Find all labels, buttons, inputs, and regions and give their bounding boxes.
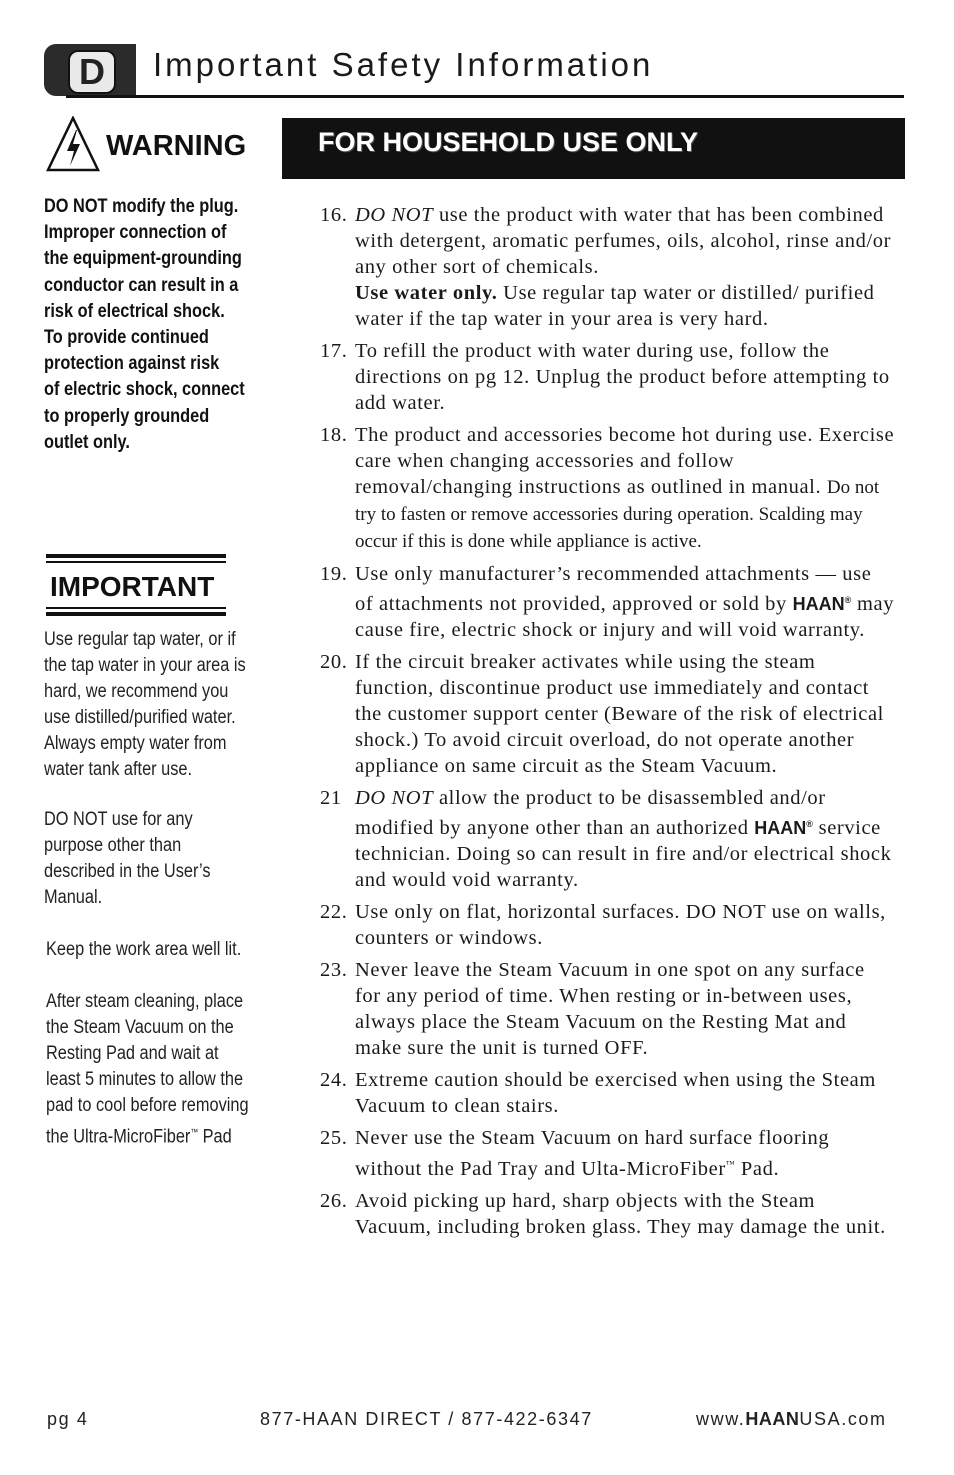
important-line: use distilled/purified water. — [44, 707, 236, 728]
item-number: 20. — [320, 651, 348, 673]
item-number: 19. — [320, 563, 348, 585]
important-paragraph-water — [44, 627, 269, 783]
registered-symbol: ® — [844, 595, 852, 605]
warning-text — [44, 194, 269, 456]
important-paragraph-cooling — [46, 989, 271, 1150]
important-line — [46, 1119, 271, 1150]
important-line: Resting Pad and wait at — [46, 1043, 219, 1064]
warning-line: the equipment-grounding — [44, 248, 242, 270]
warning-line: outlet only. — [44, 431, 130, 453]
item-number: 24. — [320, 1069, 348, 1091]
warning-line: To provide continued — [44, 327, 209, 349]
item-text: Extreme caution should be exercised when using the Steam Vacuum to clean stairs. — [355, 1069, 876, 1117]
important-line: Manual. — [44, 887, 103, 908]
important-line: least 5 minutes to allow the — [46, 1069, 244, 1090]
important-paragraph-lighting — [46, 937, 271, 963]
important-rule-top — [46, 554, 226, 558]
item-number: 22. — [320, 901, 348, 923]
important-line: the tap water in your area is — [44, 655, 246, 676]
list-item — [320, 1125, 895, 1182]
list-item — [320, 338, 895, 416]
item-text: Avoid picking up hard, sharp objects with the Steam Vacuum, including broken glass. They may damage the unit. — [355, 1189, 886, 1238]
item-text: If the circuit breaker activates while using the steam function, discontinue product use immediately and contact the customer support center (Beware of the risk of electrical shock.) To avoid circuit overload, do not operate another appliance on same circuit as the Steam Vacuum. — [355, 651, 884, 777]
section-heading: FOR HOUSEHOLD USE ONLY — [318, 127, 699, 157]
important-line: purpose other than — [44, 835, 182, 856]
list-item — [320, 422, 895, 555]
item-number: 23. — [320, 959, 348, 981]
list-item — [320, 561, 895, 643]
item-number: 26. — [320, 1189, 348, 1212]
item-text: The product and accessories become hot during use. Exercise care when changing accessories and follow removal/changing instructions as outlined in manual. — [355, 424, 895, 498]
list-item — [320, 957, 895, 1061]
important-line: hard, we recommend you — [44, 681, 229, 702]
section-tab — [44, 44, 136, 96]
important-line: After steam cleaning, place — [46, 991, 244, 1012]
item-text: Use regular tap water or distilled/ purified water if the tap water in your area is very hard. — [355, 282, 875, 330]
item-text: Never leave the Steam Vacuum in one spot on any surface for any period of time. When resting or in-between uses, always place the Steam Vacuum on the Resting Mat and make sure the unit is turned OFF. — [355, 959, 865, 1059]
item-number: 18. — [320, 424, 348, 446]
important-line: water tank after use. — [44, 759, 193, 780]
item-text: may cause fire, electric shock or injury and will void warranty. — [355, 593, 895, 641]
footer-website — [696, 1409, 887, 1430]
emphasis-text: DO NOT — [355, 204, 434, 226]
list-item — [320, 1067, 895, 1119]
trademark-symbol: ™ — [725, 1159, 736, 1169]
list-item — [320, 649, 895, 779]
warning-line: of electric shock, connect — [44, 379, 245, 401]
registered-symbol: ® — [806, 819, 813, 829]
warning-line: conductor can result in a — [44, 274, 239, 296]
footer-phone: 877-HAAN DIRECT / 877-422-6347 — [260, 1409, 593, 1429]
important-line: described in the User’s — [44, 861, 211, 882]
warning-line: protection against risk — [44, 353, 220, 375]
item-text: use the product with water that has been combined with detergent, aromatic perfumes, oils, alcohol, rinse and/or any other sort of chemicals. — [355, 204, 892, 278]
strong-text: Use water only. — [355, 282, 498, 304]
electrical-warning-icon — [46, 116, 100, 172]
item-text: Use only on flat, horizontal surfaces. DO NOT use on walls, counters or windows. — [355, 901, 886, 949]
item-text: To refill the product with water during use, follow the directions on pg 12. Unplug the product before attempting to add water. — [355, 340, 890, 414]
important-line: Use regular tap water, or if — [44, 629, 236, 650]
website-prefix: www. — [696, 1409, 746, 1429]
page-title: Important Safety Information — [153, 46, 654, 83]
warning-line: Improper connection of — [44, 222, 227, 244]
item-number: 16. — [320, 204, 348, 226]
page-number: pg 4 — [47, 1409, 89, 1429]
warning-title: WARNING — [106, 130, 247, 162]
section-letter: D — [68, 50, 116, 94]
list-item — [320, 785, 895, 893]
warning-line: to properly grounded — [44, 405, 210, 427]
important-text: the Ultra-MicroFiber — [46, 1126, 191, 1148]
important-line: DO NOT use for any — [44, 809, 193, 830]
important-paragraph-purpose — [44, 807, 269, 911]
brand-text: HAAN — [792, 594, 845, 614]
important-text: Pad — [198, 1126, 232, 1148]
important-line: Keep the work area well lit. — [46, 939, 242, 960]
item-text: Pad. — [735, 1157, 780, 1180]
important-line: pad to cool before removing — [46, 1095, 249, 1116]
trademark-symbol: ™ — [190, 1127, 199, 1137]
important-rule-top-thin — [46, 561, 226, 563]
important-rule-bottom — [46, 612, 226, 616]
brand-text: HAAN — [754, 818, 807, 838]
list-item — [320, 202, 895, 332]
brand-name — [754, 818, 813, 838]
brand-name — [793, 594, 852, 614]
list-item — [320, 1188, 895, 1240]
important-rule-bottom-thin — [46, 607, 226, 609]
safety-list — [320, 202, 895, 1246]
item-number: 21 — [320, 787, 342, 809]
item-text: allow the product to be disassembled and/or modified by anyone other than an authorized — [355, 787, 826, 839]
item-text: service technician. Doing so can result in fire and/or electrical shock and would void warranty. — [355, 817, 892, 891]
item-number: 25. — [320, 1127, 348, 1149]
header-rule — [66, 95, 904, 98]
important-line: the Steam Vacuum on the — [46, 1017, 234, 1038]
warning-line: risk of electrical shock. — [44, 300, 225, 322]
warning-line: DO NOT modify the plug. — [44, 196, 239, 217]
item-text: Use only manufacturer’s recommended attachments — use of attachments not provided, approved or sold by — [355, 563, 872, 615]
website-suffix: USA.com — [799, 1409, 887, 1429]
important-line: Always empty water from — [44, 733, 227, 754]
list-item — [320, 899, 895, 951]
item-number: 17. — [320, 340, 348, 362]
emphasis-text: DO NOT — [355, 787, 434, 809]
important-title: IMPORTANT — [50, 571, 215, 602]
website-brand: HAAN — [745, 1409, 800, 1429]
item-text: Never use the Steam Vacuum on hard surface flooring without the Pad Tray and Ulta-MicroFiber — [355, 1127, 830, 1180]
item-small-text: Do not try to fasten or remove accessories during operation. Scalding may occur if this is done while appliance is active. — [355, 477, 880, 552]
